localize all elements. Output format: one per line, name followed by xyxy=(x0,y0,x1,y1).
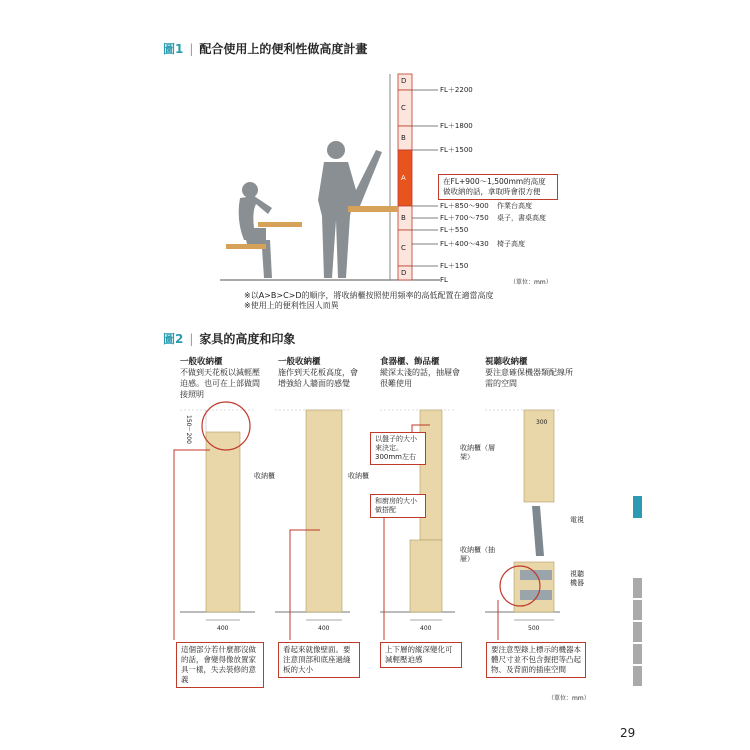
cabinet-2 xyxy=(306,410,342,612)
cabinet-1 xyxy=(206,432,240,612)
column-2-desc: 施作到天花板高度，會增強給人牆面的感覺 xyxy=(278,368,358,388)
chapter-tab-active xyxy=(633,496,642,518)
kitchen-match-note: 和廚房的大小做搭配 xyxy=(370,494,426,518)
level-400-430: FL＋400〜430 xyxy=(440,240,489,248)
title-divider: | xyxy=(189,331,194,346)
tv-label: 電視 xyxy=(570,516,584,524)
column-4-title: 視聽收納櫃 xyxy=(485,357,528,367)
level-550: FL＋550 xyxy=(440,226,469,234)
column-4-desc: 要注意確保機器類配線所需的空間 xyxy=(485,368,573,388)
fig1-title-text: 配合使用上的便利性做高度計畫 xyxy=(199,42,368,56)
column-3-desc: 縱深太淺的話，抽屜會很難使用 xyxy=(380,368,460,388)
fig1-note-1: ※以A>B>C>D的順序，將收納櫃按照使用頻率的高低配置在適當高度 xyxy=(244,291,494,300)
title-divider: | xyxy=(189,41,194,56)
level-FL: FL xyxy=(440,276,448,284)
dim-400-b: 400 xyxy=(318,625,330,632)
level-700-750-note: 桌子，書桌高度 xyxy=(497,214,546,222)
zone-A: A xyxy=(401,174,406,182)
zone-B-top: B xyxy=(401,134,406,142)
fig1-note-2: ※使用上的便利性因人而異 xyxy=(244,301,339,310)
fig2-number: 圖2 xyxy=(163,332,184,346)
level-850-900: FL＋850〜900 xyxy=(440,202,489,210)
plate-size-note: 以盤子的大小來決定。300mm左右 xyxy=(370,432,426,465)
zone-C-bottom: C xyxy=(401,244,406,252)
chapter-tab xyxy=(633,644,642,664)
level-150: FL＋150 xyxy=(440,262,469,270)
zone-C-top: C xyxy=(401,104,406,112)
level-1800: FL＋1800 xyxy=(440,122,473,130)
fig1-unit: （單位：mm） xyxy=(510,279,552,286)
fig1-number: 圖1 xyxy=(163,42,184,56)
chapter-tab xyxy=(633,600,642,620)
column-1-desc: 不做到天花板以減輕壓迫感。也可在上部做間接照明 xyxy=(180,368,260,399)
chapter-tab xyxy=(633,666,642,686)
level-2200: FL＋2200 xyxy=(440,86,473,94)
dim-150-200: 150〜200 xyxy=(185,415,192,444)
fig1-callout: 在FL+900〜1,500mm的高度做收納的話，拿取時會很方便 xyxy=(438,174,558,200)
chapter-tab xyxy=(633,622,642,642)
fig2-title-text: 家具的高度和印象 xyxy=(199,332,296,346)
level-700-750: FL＋700〜750 xyxy=(440,214,489,222)
bottom-note-2: 看起來就像壁面。要注意頂部和底座過縫板的大小 xyxy=(278,642,360,678)
dim-300: 300 xyxy=(536,419,548,426)
cabinet-3-upper xyxy=(420,410,442,540)
dim-400-a: 400 xyxy=(217,625,229,632)
bottom-note-3: 上下層的縱深變化可減輕壓迫感 xyxy=(380,642,462,668)
lower-drawer-label: 收納櫃（抽屜） xyxy=(460,546,495,563)
zone-D-bottom: D xyxy=(401,269,407,277)
av-label: 視聽機器 xyxy=(570,570,584,587)
cabinet-4-lower xyxy=(514,562,554,612)
column-2-title: 一般收納櫃 xyxy=(278,357,321,367)
level-400-430-note: 椅子高度 xyxy=(497,240,525,248)
tv-shape xyxy=(532,506,544,556)
chapter-tab xyxy=(633,578,642,598)
bottom-note-1: 這個部分若什麼都沒做的話，會變得像放置家具一樣，失去裝修的意義 xyxy=(176,642,264,688)
upper-shelf-label: 收納櫃（層架） xyxy=(460,444,495,461)
column-3-title: 食器櫃、飾品櫃 xyxy=(380,357,440,367)
zone-B-bottom: B xyxy=(401,214,406,222)
dim-400-c: 400 xyxy=(420,625,432,632)
cabinet-3-lower xyxy=(410,540,442,612)
column-1-title: 一般收納櫃 xyxy=(180,357,223,367)
fig2-unit: （單位：mm） xyxy=(548,695,590,702)
dim-500: 500 xyxy=(528,625,540,632)
bottom-note-4: 要注意型錄上標示的機器本體尺寸並不包含握把等凸起物、及背面的插座空間 xyxy=(486,642,586,678)
level-1500: FL＋1500 xyxy=(440,146,473,154)
level-850-900-note: 作業台高度 xyxy=(497,202,532,210)
cabinet-1-label: 收納櫃 xyxy=(254,472,275,480)
page-number: 29 xyxy=(620,726,636,740)
zone-D-top: D xyxy=(401,77,407,85)
cabinet-2-label: 收納櫃 xyxy=(348,472,369,480)
